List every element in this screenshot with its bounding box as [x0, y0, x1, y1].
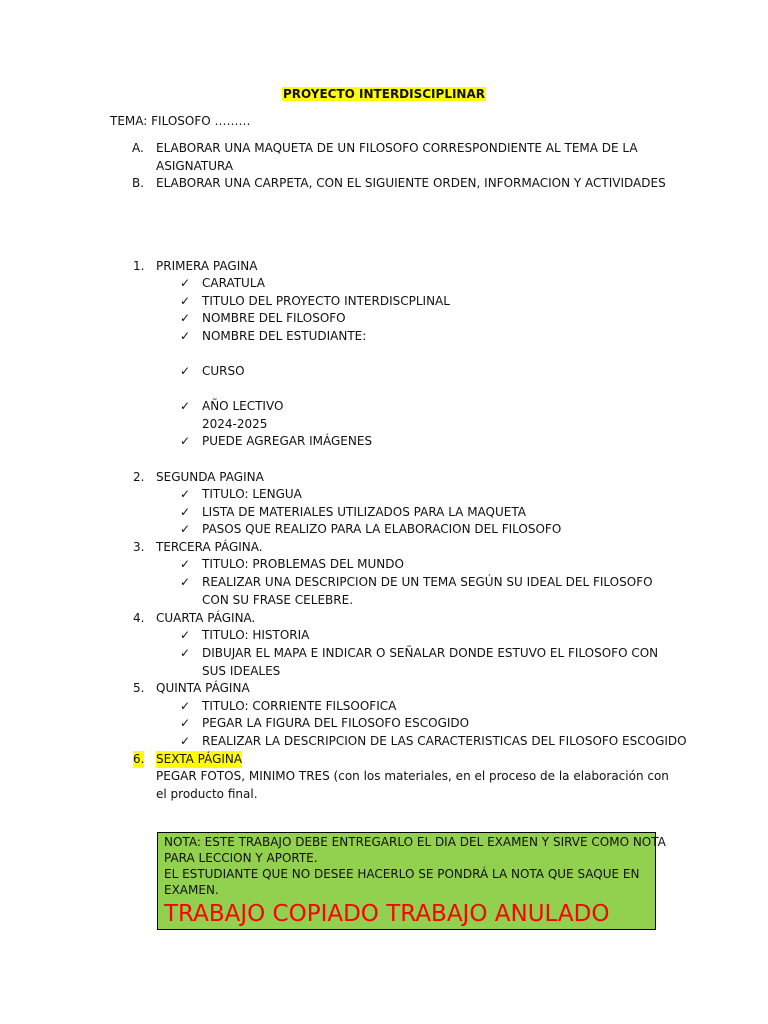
- checkmark-icon: ✓: [179, 734, 191, 748]
- list-item: NOMBRE DEL ESTUDIANTE:: [202, 329, 367, 343]
- checkmark-icon: ✓: [179, 294, 191, 308]
- tema-line: TEMA: FILOSOFO ………: [110, 114, 251, 128]
- list-item: TITULO: CORRIENTE FILSOOFICA: [202, 699, 397, 713]
- list-item: REALIZAR LA DESCRIPCION DE LAS CARACTERISTICAS DEL FILOSOFO ESCOGIDO: [202, 734, 687, 748]
- checkmark-icon: ✓: [179, 575, 191, 589]
- section-heading: PRIMERA PAGINA: [156, 259, 258, 273]
- checkmark-icon: ✓: [179, 487, 191, 501]
- section-number: 1.: [133, 259, 145, 273]
- checkmark-icon: ✓: [179, 276, 191, 290]
- list-item-b-line1: ELABORAR UNA CARPETA, CON EL SIGUIENTE ORDEN, INFORMACION Y ACTIVIDADES: [156, 176, 666, 190]
- note-line: EL ESTUDIANTE QUE NO DESEE HACERLO SE PONDRÁ LA NOTA QUE SAQUE EN: [164, 867, 640, 881]
- checkmark-icon: ✓: [179, 646, 191, 660]
- note-line: EXAMEN.: [164, 883, 219, 897]
- checkmark-icon: ✓: [179, 522, 191, 536]
- note-box: [157, 832, 666, 930]
- document-title: [0, 86, 768, 103]
- checkmark-icon: ✓: [179, 434, 191, 448]
- checkmark-icon: ✓: [179, 557, 191, 571]
- list-item: TITULO: PROBLEMAS DEL MUNDO: [202, 557, 404, 571]
- section-heading: TERCERA PÁGINA.: [156, 540, 263, 554]
- list-item: PUEDE AGREGAR IMÁGENES: [202, 434, 373, 448]
- section-body-line: el producto final.: [156, 787, 258, 801]
- list-marker-b: B.: [132, 176, 145, 190]
- section-number: 4.: [133, 611, 145, 625]
- list-item-a-line2: ASIGNATURA: [156, 159, 234, 173]
- section-heading: QUINTA PÁGINA: [156, 681, 250, 695]
- section-number: 5.: [133, 681, 145, 695]
- section-body-line: PEGAR FOTOS, MINIMO TRES (con los materiales, en el proceso de la elaboración con: [156, 769, 669, 783]
- list-item: AÑO LECTIVO: [202, 399, 284, 413]
- list-item: TITULO: HISTORIA: [202, 628, 310, 642]
- note-line: PARA LECCION Y APORTE.: [164, 851, 318, 865]
- list-item-a-line1: ELABORAR UNA MAQUETA DE UN FILOSOFO CORRESPONDIENTE AL TEMA DE LA: [156, 141, 638, 155]
- copy-warning: TRABAJO COPIADO TRABAJO ANULADO: [164, 901, 610, 927]
- checkmark-icon: ✓: [179, 716, 191, 730]
- section-heading: CUARTA PÁGINA.: [156, 611, 256, 625]
- list-item-continuation: CON SU FRASE CELEBRE.: [202, 593, 354, 607]
- checkmark-icon: ✓: [179, 505, 191, 519]
- list-item-continuation: 2024-2025: [202, 417, 268, 431]
- list-item: REALIZAR UNA DESCRIPCION DE UN TEMA SEGÚN SU IDEAL DEL FILOSOFO: [202, 575, 653, 589]
- list-item: LISTA DE MATERIALES UTILIZADOS PARA LA MAQUETA: [202, 505, 526, 519]
- list-item: PASOS QUE REALIZO PARA LA ELABORACION DEL FILOSOFO: [202, 522, 562, 536]
- list-item-continuation: SUS IDEALES: [202, 664, 281, 678]
- list-item: CARATULA: [202, 276, 265, 290]
- document-title-text: PROYECTO INTERDISCIPLINAR: [282, 87, 485, 101]
- checkmark-icon: ✓: [179, 699, 191, 713]
- list-item: PEGAR LA FIGURA DEL FILOSOFO ESCOGIDO: [202, 716, 470, 730]
- list-item: NOMBRE DEL FILOSOFO: [202, 311, 346, 325]
- list-item: DIBUJAR EL MAPA E INDICAR O SEÑALAR DONDE ESTUVO EL FILOSOFO CON: [202, 646, 659, 660]
- checkmark-icon: ✓: [179, 364, 191, 378]
- checkmark-icon: ✓: [179, 399, 191, 413]
- list-item: TITULO: LENGUA: [202, 487, 302, 501]
- list-item: CURSO: [202, 364, 245, 378]
- list-item: TITULO DEL PROYECTO INTERDISCPLINAL: [202, 294, 450, 308]
- checkmark-icon: ✓: [179, 311, 191, 325]
- list-marker-a: A.: [132, 141, 144, 155]
- section-heading-highlighted: SEXTA PÁGINA: [156, 752, 243, 766]
- checkmark-icon: ✓: [179, 628, 191, 642]
- section-heading: SEGUNDA PAGINA: [156, 470, 264, 484]
- checkmark-icon: ✓: [179, 329, 191, 343]
- section-number-highlighted: 6.: [133, 752, 145, 766]
- note-line: NOTA: ESTE TRABAJO DEBE ENTREGARLO EL DIA DEL EXAMEN Y SIRVE COMO NOTA: [164, 835, 666, 849]
- section-number: 3.: [133, 540, 145, 554]
- section-number: 2.: [133, 470, 145, 484]
